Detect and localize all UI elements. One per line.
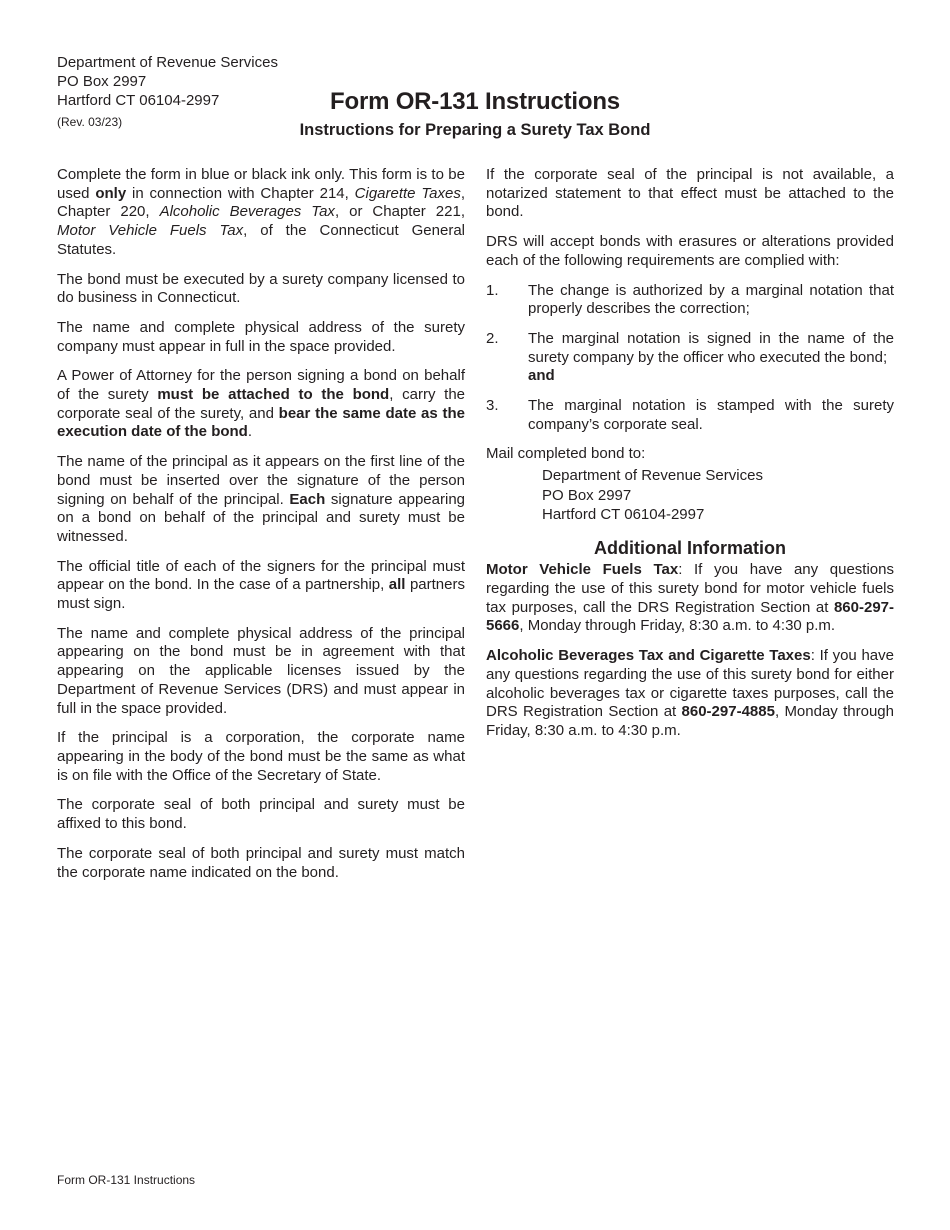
page-subtitle: Instructions for Preparing a Surety Tax Bond	[299, 121, 651, 139]
paragraph-seal-match: The corporate seal of both principal and surety must match the corporate name indicated on the bond.	[57, 844, 465, 881]
mail-address	[542, 466, 894, 525]
agency-po-box: PO Box 2997	[57, 73, 147, 90]
revision-date: (Rev. 03/23)	[57, 115, 123, 129]
paragraph-erasures: DRS will accept bonds with erasures or alterations provided each of the following requirements are complied with:	[486, 233, 894, 269]
page-title: Form OR-131 Instructions	[330, 88, 620, 115]
paragraph-official-title: The official title of each of the signers for the principal must appear on the bond. In the case of a partnership, all partners must sign.	[57, 557, 465, 613]
list-number: 1.	[486, 281, 499, 299]
mail-address-line: PO Box 2997	[542, 486, 632, 504]
agency-city: Hartford CT 06104-2997	[57, 92, 220, 109]
list-text: The marginal notation is signed in the name of the surety company by the officer who executed the bond; and	[528, 329, 894, 385]
list-item	[486, 397, 894, 434]
paragraph-surety-address: The name and complete physical address of the surety company must appear in full in the space provided.	[57, 318, 465, 355]
paragraph-seal-unavailable: If the corporate seal of the principal is not available, a notarized statement to that effect must be attached to the bond.	[486, 166, 894, 221]
list-item	[486, 282, 894, 319]
requirements-list	[486, 282, 894, 435]
list-text: The marginal notation is stamped with the surety company’s corporate seal.	[528, 397, 894, 433]
paragraph-principal-address: The name and complete physical address of the principal appearing on the bond must be in agreement with that appearing on the applicable licenses issued by the Department of Revenue Services (DRS) and must appear in full in the space provided.	[57, 624, 465, 717]
paragraph-power-of-attorney: A Power of Attorney for the person signing a bond on behalf of the surety must be attached to the bond, carry the corporate seal of the surety, and bear the same date as the execution date of the bond.	[57, 367, 466, 441]
paragraph-alcoholic-beverages: Alcoholic Beverages Tax and Cigarette Taxes: If you have any questions regarding the use of this surety bond for either alcoholic beverages tax or cigarette taxes purposes, call the DRS Registration Section at 860-297-4885, Monday through Friday, 8:30 a.m. to 4:30 p.m.	[486, 647, 894, 739]
mail-label: Mail completed bond to:	[486, 445, 646, 463]
page-footer: Form OR-131 Instructions	[57, 1173, 196, 1187]
list-number: 3.	[486, 397, 499, 415]
right-column	[486, 166, 894, 752]
paragraph-principal-name: The name of the principal as it appears on the first line of the bond must be inserted over the signature of the person signing on behalf of the principal. Each signature appearing on a bond on behalf of the principal and surety must be witnessed.	[57, 453, 466, 545]
list-text: The change is authorized by a marginal notation that properly describes the correction;	[528, 281, 894, 318]
mail-address-line: Department of Revenue Services	[542, 467, 763, 485]
list-item	[486, 330, 894, 386]
paragraph-ink: Complete the form in blue or black ink only. This form is to be used only in connection with Chapter 214, Cigarette Taxes, Chapter 220, Alcoholic Beverages Tax, or Chapter 221, Motor Vehicle Fuels Tax, of the Connecticut General Statutes.	[57, 166, 465, 258]
agency-name: Department of Revenue Services	[57, 54, 278, 71]
paragraph-corporation-name: If the principal is a corporation, the corporate name appearing in the body of the bond must be the same as what is on file with the Office of the Secretary of State.	[57, 729, 465, 784]
left-column	[57, 166, 465, 893]
paragraph-seal-affixed: The corporate seal of both principal and surety must be affixed to this bond.	[57, 796, 465, 833]
paragraph-surety-licensed: The bond must be executed by a surety company licensed to do business in Connecticut.	[57, 270, 465, 307]
additional-information-heading: Additional Information	[594, 537, 786, 558]
paragraph-motor-vehicle-fuels: Motor Vehicle Fuels Tax: If you have any questions regarding the use of this surety bond for motor vehicle fuels tax purposes, call the DRS Registration Section at 860-297-5666, Monday through Friday, 8:30 a.m. to 4:30 p.m.	[486, 561, 894, 635]
list-number: 2.	[486, 329, 499, 347]
mail-address-line: Hartford CT 06104-2997	[542, 506, 705, 524]
